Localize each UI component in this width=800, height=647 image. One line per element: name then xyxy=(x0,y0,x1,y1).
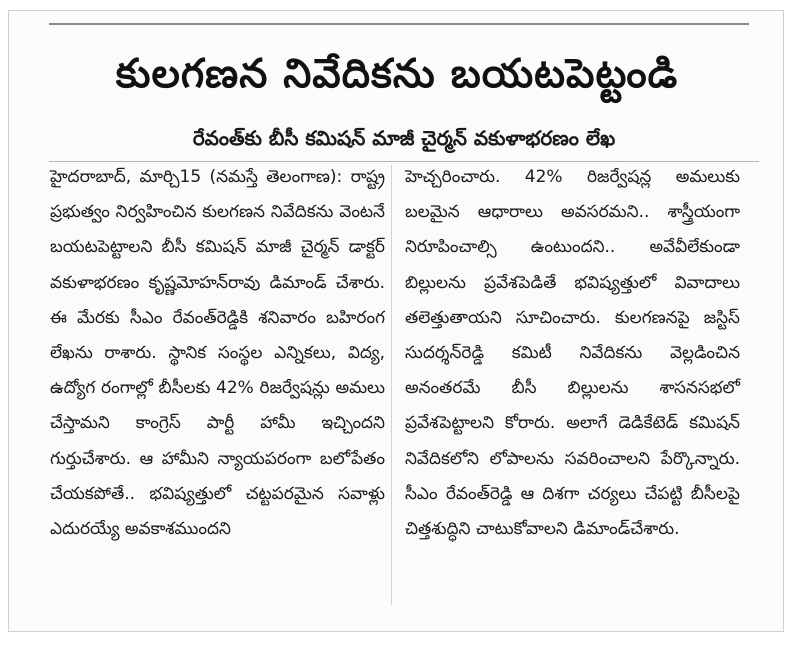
headline: కులగణన నివేదికను బయటపెట్టండి xyxy=(115,51,679,97)
article-column-left xyxy=(50,160,385,547)
top-rule xyxy=(49,23,749,25)
article-column-right xyxy=(405,160,740,547)
column-divider xyxy=(391,165,392,605)
article-body-left: హైదరాబాద్‌, మార్చి15 (నమస్తే తెలంగాణ): రాష్ట్ర ప్రభుత్వం నిర్వహించిన కులగణన నివేదికను వెంటనే బయటపెట్టాలని బీసీ కమిషన్‌ మాజీ చైర్మన్‌ డాక్టర్‌ వకుళాభరణం కృష్ణమోహన్‌రావు డిమాండ్‌ చేశారు. ఈ మేరకు సీఎం రేవంత్‌రెడ్డికి శనివారం బహిరంగ లేఖను రాశారు. స్థానిక సంస్థల ఎన్నికలు, విద్య, ఉద్యోగ రంగాల్లో బీసీలకు 42% రిజర్వేషన్లు అమలు చేస్తామని కాంగ్రెస్‌ పార్టీ హామీ ఇచ్చిందని గుర్తుచేశారు. ఆ హామీని న్యాయపరంగా బలోపేతం చేయకపోతే.. భవిష్యత్తులో చట్టపరమైన సవాళ్లు ఎదురయ్యే అవకాశముందని xyxy=(50,167,385,540)
subheadline: రేవంత్‌కు బీసీ కమిషన్‌ మాజీ చైర్మన్‌ వకుళాభరణం లేఖ xyxy=(192,126,616,150)
article-body-right: హెచ్చరించారు. 42% రిజర్వేషన్ల అమలుకు బలమైన ఆధారాలు అవసరమని.. శాస్త్రీయంగా నిరూపించాల్సి ఉంటుందని.. అవేవీలేకుండా బిల్లులను ప్రవేశపెడితే భవిష్యత్తులో వివాదాలు తలెత్తుతాయని సూచించారు. కులగణనపై జస్టిస్‌ సుదర్శన్‌రెడ్డి కమిటీ నివేదికను వెల్లడించిన అనంతరమే బీసీ బిల్లులను శాసనసభలో ప్రవేశపెట్టాలని కోరారు. అలాగే డెడికేటెడ్‌ కమిషన్‌ నివేదికలోని లోపాలను సవరించాలని పేర్కొన్నారు. సీఎం రేవంత్‌రెడ్డి ఆ దిశగా చర్యలు చేపట్టి బీసీలపై చిత్తశుద్ధిని చాటుకోవాలని డిమాండ్‌చేశారు. xyxy=(405,167,740,540)
